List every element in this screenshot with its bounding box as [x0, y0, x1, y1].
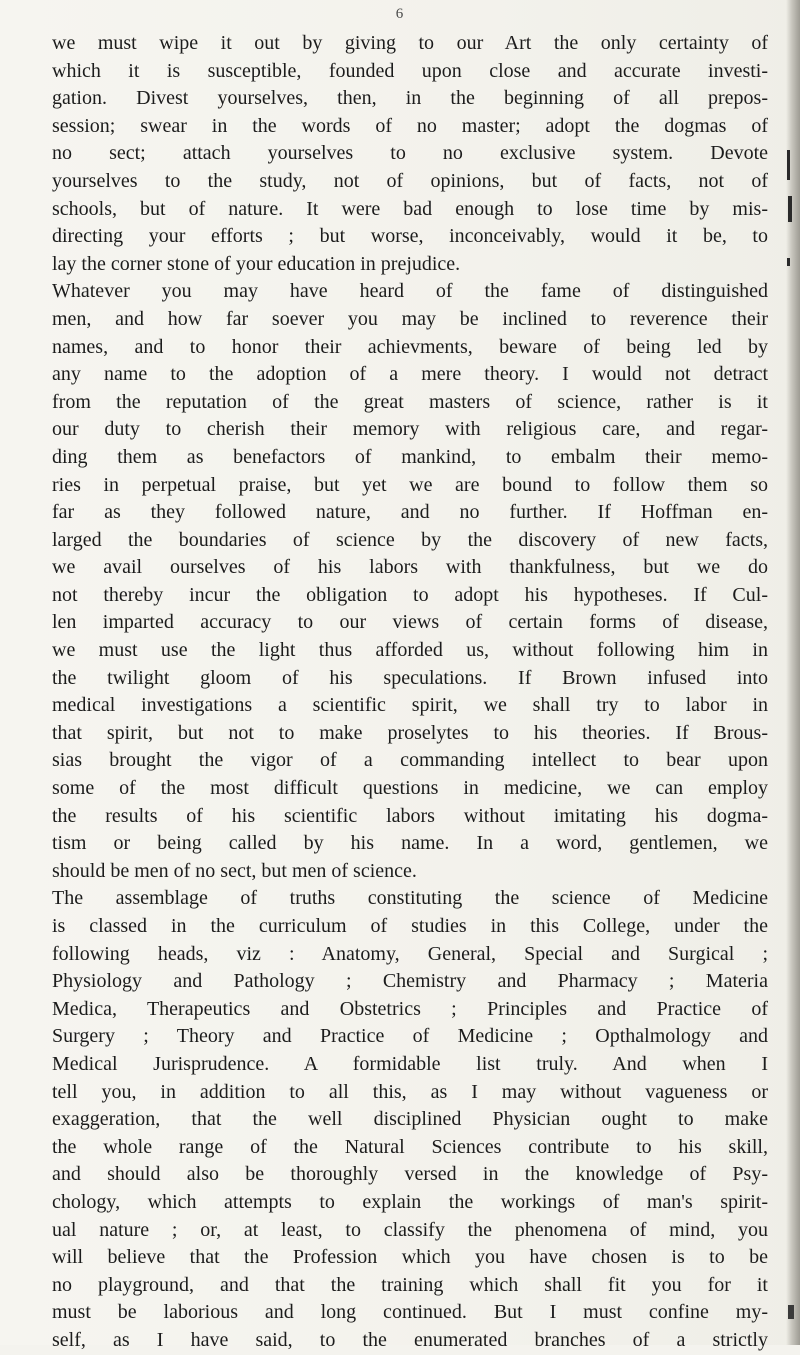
- margin-mark: [788, 1305, 794, 1319]
- text-line: is classed in the curriculum of studies in this College, under the: [52, 915, 768, 937]
- text-line: The assemblage of truths constituting the science of Medicine: [52, 887, 768, 910]
- text-line: that spirit, but not to make proselytes to his theories. If Brous-: [52, 721, 768, 744]
- text-line: schools, but of nature. It were bad enough to lose time by mis-: [52, 197, 768, 220]
- text-line: and should also be thoroughly versed in the knowledge of Psy-: [52, 1163, 768, 1186]
- margin-mark: [787, 150, 790, 180]
- text-line: following heads, viz : Anatomy, General, Special and Surgical ;: [52, 942, 768, 965]
- text-line: far as they followed nature, and no further. If Hoffman en-: [52, 501, 768, 524]
- text-line: no sect; attach yourselves to no exclusive system. Devote: [52, 142, 768, 165]
- body-text: [52, 30, 768, 1355]
- text-line: Physiology and Pathology ; Chemistry and Pharmacy ; Materia: [52, 970, 768, 993]
- text-line: the results of his scientific labors without imitating his dogma-: [52, 804, 768, 827]
- text-line: the whole range of the Natural Sciences contribute to his skill,: [52, 1135, 768, 1158]
- text-line: no playground, and that the training which shall fit you for it: [52, 1273, 768, 1296]
- text-line: sias brought the vigor of a commanding intellect to bear upon: [52, 749, 768, 772]
- text-line: from the reputation of the great masters of science, rather is it: [52, 390, 768, 413]
- text-line: chology, which attempts to explain the workings of man's spirit-: [52, 1190, 768, 1213]
- text-line: Whatever you may have heard of the fame of distinguished: [52, 280, 768, 303]
- text-line: must be laborious and long continued. But I must confine my-: [52, 1301, 768, 1324]
- text-line: tell you, in addition to all this, as I may without vagueness or: [52, 1080, 768, 1103]
- margin-mark: [788, 196, 792, 222]
- text-line: Medical Jurisprudence. A formidable list truly. And when I: [52, 1052, 768, 1075]
- text-line: exaggeration, that the well disciplined Physician ought to make: [52, 1108, 768, 1131]
- text-line: men, and how far soever you may be inclined to reverence their: [52, 307, 768, 330]
- text-line: lay the corner stone of your education in prejudice.: [52, 252, 461, 275]
- text-line: medical investigations a scientific spirit, we shall try to labor in: [52, 694, 768, 717]
- text-line: ries in perpetual praise, but yet we are bound to follow them so: [52, 473, 768, 496]
- text-line: ual nature ; or, at least, to classify the phenomena of mind, you: [52, 1218, 768, 1241]
- text-line: ding them as benefactors of mankind, to embalm their memo-: [52, 445, 768, 468]
- text-line: our duty to cherish their memory with religious care, and regar-: [52, 418, 768, 441]
- text-line: should be men of no sect, but men of science.: [52, 859, 417, 882]
- text-line: self, as I have said, to the enumerated branches of a strictly: [52, 1328, 768, 1351]
- text-line: some of the most difficult questions in medicine, we can employ: [52, 777, 768, 800]
- margin-mark: [787, 258, 790, 266]
- text-line: Medica, Therapeutics and Obstetrics ; Principles and Practice of: [52, 997, 768, 1020]
- text-line: tism or being called by his name. In a word, gentlemen, we: [52, 832, 768, 855]
- text-line: we must use the light thus afforded us, without following him in: [52, 639, 768, 662]
- text-line: Surgery ; Theory and Practice of Medicine ; Opthalmology and: [52, 1025, 768, 1048]
- text-line: will believe that the Profession which you have chosen is to be: [52, 1246, 768, 1269]
- text-line: larged the boundaries of science by the discovery of new facts,: [52, 528, 768, 551]
- text-line: yourselves to the study, not of opinions, but of facts, not of: [52, 169, 768, 192]
- text-line: the twilight gloom of his speculations. If Brown infused into: [52, 666, 768, 689]
- text-line: session; swear in the words of no master; adopt the dogmas of: [52, 114, 768, 137]
- text-line: names, and to honor their achievments, beware of being led by: [52, 335, 768, 358]
- text-line: gation. Divest yourselves, then, in the beginning of all prepos-: [52, 87, 768, 110]
- text-line: we must wipe it out by giving to our Art the only certainty of: [52, 32, 768, 54]
- page-number: 6: [395, 6, 405, 22]
- text-line: we avail ourselves of his labors with thankfulness, but we do: [52, 556, 768, 579]
- text-line: len imparted accuracy to our views of certain forms of disease,: [52, 611, 768, 634]
- text-line: directing your efforts ; but worse, inconceivably, would it be, to: [52, 225, 768, 248]
- text-line: not thereby incur the obligation to adopt his hypotheses. If Cul-: [52, 583, 768, 606]
- text-line: which it is susceptible, founded upon close and accurate investi-: [52, 59, 768, 82]
- text-line: any name to the adoption of a mere theory. I would not detract: [52, 363, 768, 386]
